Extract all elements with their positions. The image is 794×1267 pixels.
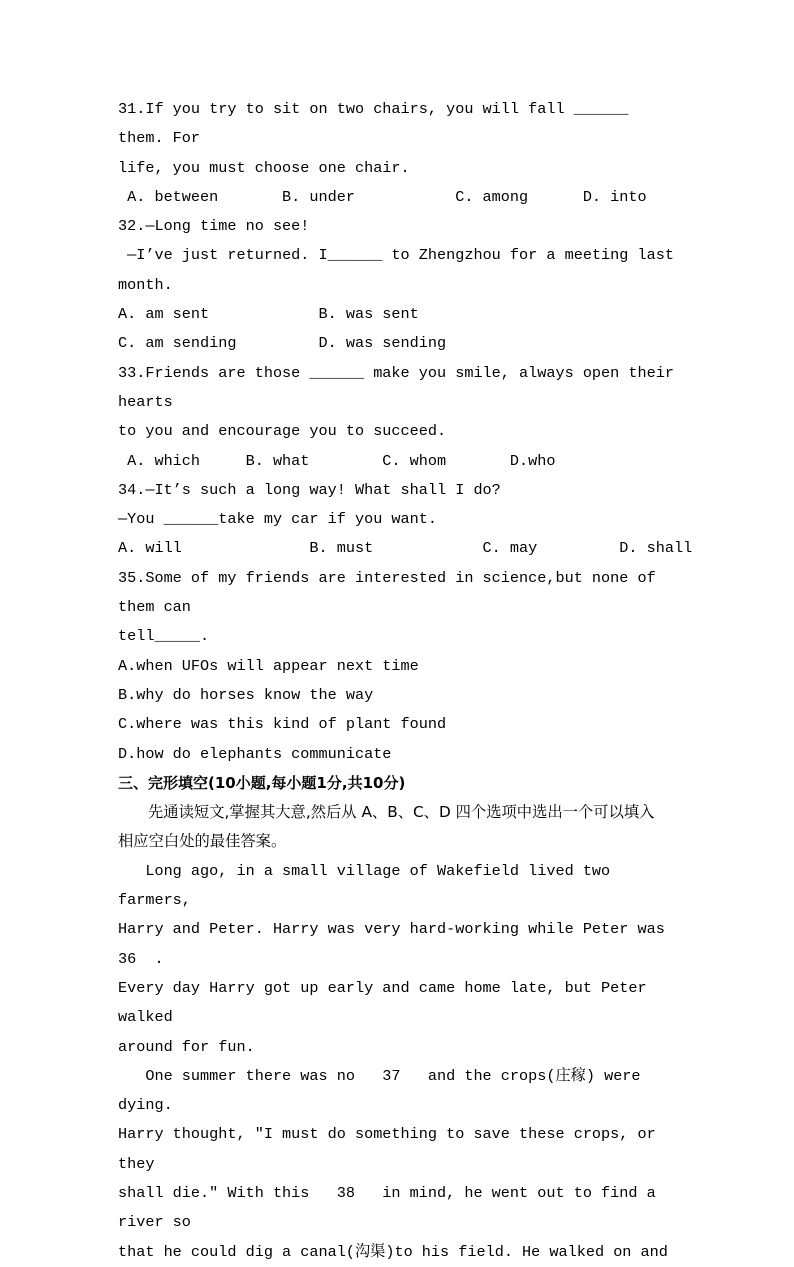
passage-p2-line-4: that he could dig a canal(沟渠)to his field. He walked on and	[118, 1242, 668, 1261]
section-heading: 三、完形填空(10小题,每小题1分,共10分)	[118, 773, 406, 792]
passage-p2-line-2: Harry thought, "I must do something to save these crops, or they	[118, 1125, 665, 1173]
question-32-options-row-2: C. am sending D. was sending	[118, 334, 447, 353]
question-35-option-a: A.when UFOs will appear next time	[118, 656, 419, 675]
question-35-option-b: B.why do horses know the way	[118, 685, 374, 704]
passage-paragraph-2	[118, 1062, 674, 1267]
question-35	[118, 564, 674, 769]
section-instruction-line-1: 先通读短文,掌握其大意,然后从 A、B、C、D 四个选项中选出一个可以填入	[148, 803, 655, 822]
passage-p1-line-3: Every day Harry got up early and came home late, but Peter walked	[118, 978, 656, 1027]
question-31	[118, 95, 674, 212]
question-31-stem-line-1: 31.If you try to sit on two chairs, you will fall ______ them. For	[118, 100, 638, 148]
question-32-stem-line-1: 32.—Long time no see!	[118, 217, 310, 236]
question-35-stem-line-2: tell_____.	[118, 627, 210, 646]
passage-p2-line-3: shall die." With this 38 in mind, he went out to find a river so	[118, 1183, 665, 1232]
question-33-stem-line-2: to you and encourage you to succeed.	[118, 422, 447, 441]
question-32-options-row-1: A. am sent B. was sent	[118, 305, 419, 324]
question-32-stem-line-2: —I’ve just returned. I______ to Zhengzhou for a meeting last	[118, 246, 674, 265]
passage-p1-line-1: Long ago, in a small village of Wakefield lived two farmers,	[118, 861, 620, 910]
question-34-stem-line-1: 34.—It’s such a long way! What shall I do?	[118, 480, 501, 499]
question-33-options: A. which B. what C. whom D.who	[118, 451, 556, 470]
passage-p1-line-2: Harry and Peter. Harry was very hard-working while Peter was 36 .	[118, 920, 693, 968]
question-33-stem-line-1: 33.Friends are those ______ make you smile, always open their hearts	[118, 363, 684, 411]
question-35-stem-line-1: 35.Some of my friends are interested in science,but none of them can	[118, 568, 665, 617]
question-35-option-d: D.how do elephants communicate	[118, 744, 392, 763]
question-32	[118, 212, 674, 358]
question-34-options: A. will B. must C. may D. shall	[118, 539, 693, 558]
question-34	[118, 476, 693, 564]
question-34-stem-line-2: —You ______take my car if you want.	[118, 510, 437, 529]
question-35-option-c: C.where was this kind of plant found	[118, 715, 447, 734]
question-32-stem-line-3: month.	[118, 275, 173, 294]
passage-p1-line-4: around for fun.	[118, 1037, 255, 1056]
question-31-options: A. between B. under C. among D. into	[118, 187, 647, 206]
question-31-stem-line-2: life, you must choose one chair.	[118, 158, 410, 177]
section-instruction-line-2: 相应空白处的最佳答案。	[118, 832, 287, 851]
passage-paragraph-1	[118, 857, 693, 1062]
question-33	[118, 359, 684, 476]
passage-p2-line-1: One summer there was no 37 and the crops(庄稼) were dying.	[118, 1066, 650, 1115]
